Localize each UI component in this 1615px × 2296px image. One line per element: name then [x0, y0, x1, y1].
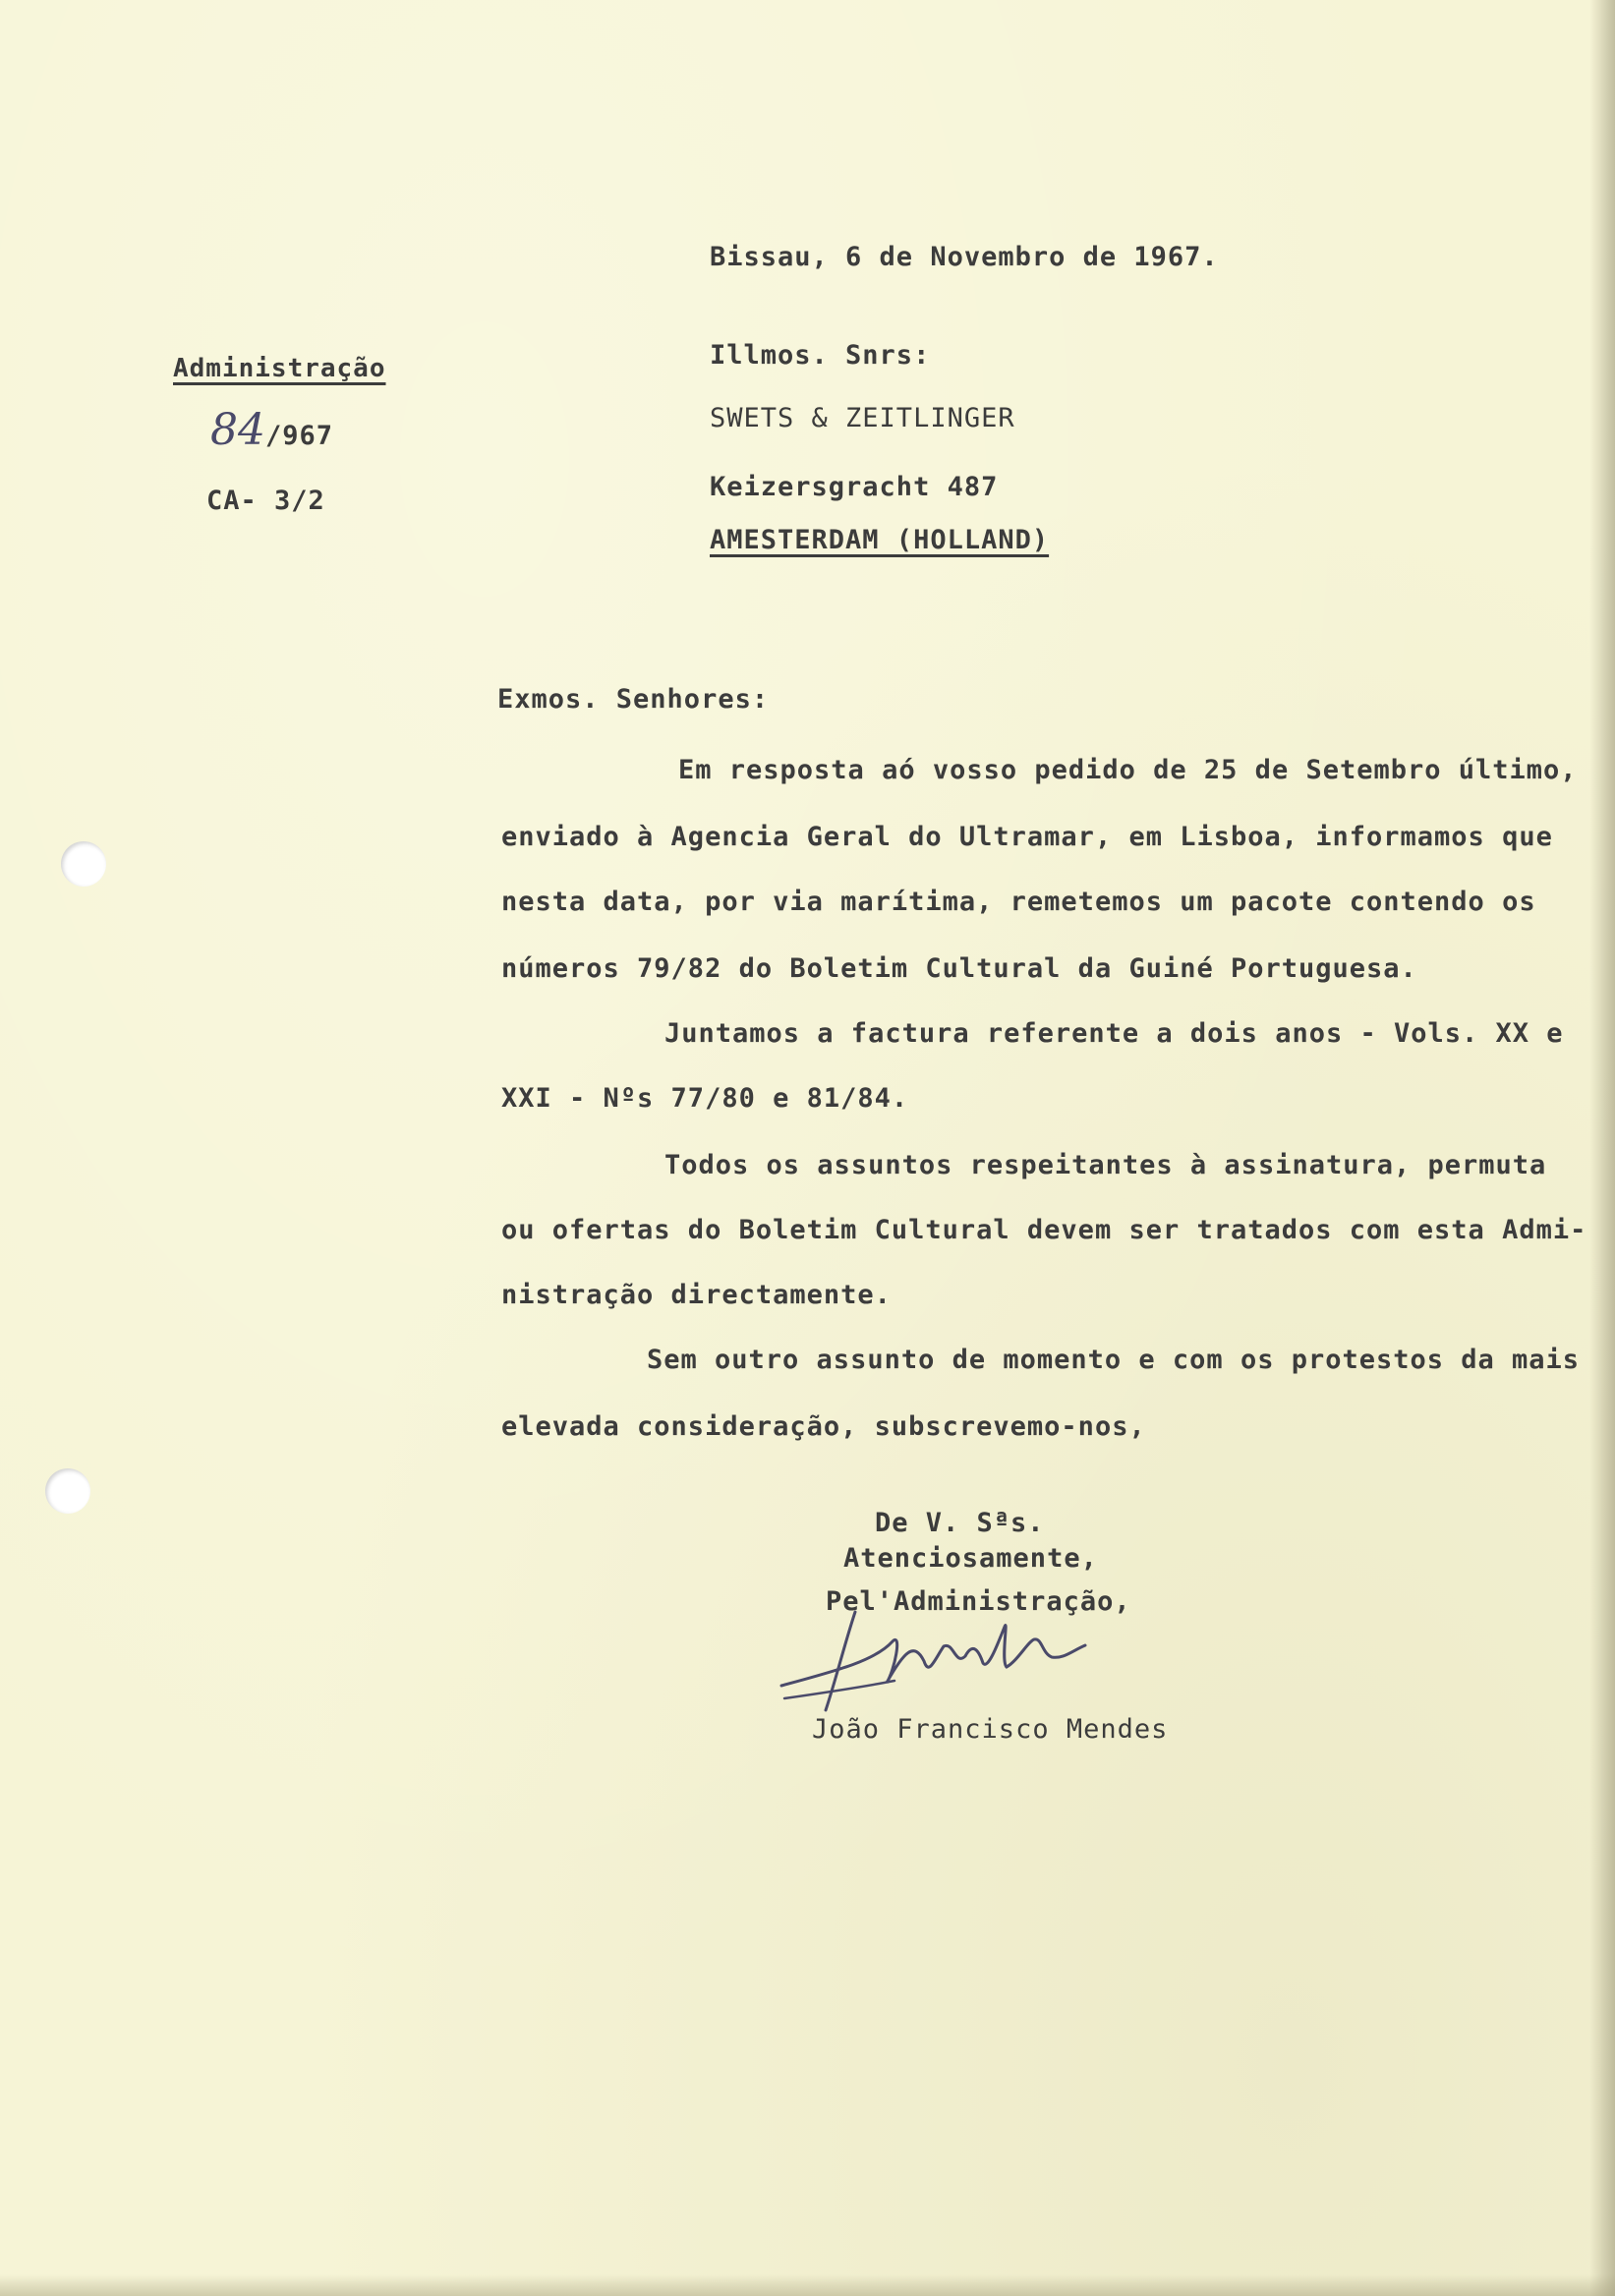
recipient-company: SWETS & ZEITLINGER — [710, 403, 1015, 433]
body-line-9: nistração directamente. — [501, 1280, 892, 1310]
reference-code: CA- 3/2 — [206, 486, 325, 516]
closing-line-1: De V. Sªs. — [875, 1508, 1045, 1538]
signatory-name: João Francisco Mendes — [812, 1714, 1169, 1745]
body-line-6: XXI - Nºs 77/80 e 81/84. — [501, 1083, 909, 1114]
body-line-3: nesta data, por via marítima, remetemos um pacote contendo os — [501, 887, 1536, 917]
body-line-10: Sem outro assunto de momento e com os protestos da mais — [647, 1345, 1581, 1375]
paper-edge-shadow-bottom — [0, 2274, 1615, 2296]
reference-department: Administração — [173, 354, 386, 383]
reference-number — [210, 405, 333, 455]
handwritten-number: 84 — [210, 405, 265, 455]
body-line-7: Todos os assuntos respeitantes à assinatura, permuta — [664, 1150, 1547, 1180]
body-line-8: ou ofertas do Boletim Cultural devem ser tratados com esta Admi- — [501, 1215, 1587, 1245]
body-line-11: elevada consideração, subscrevemo-nos, — [501, 1411, 1146, 1442]
punch-hole-top — [61, 841, 106, 887]
recipient-salutation: Illmos. Snrs: — [710, 340, 931, 371]
handwritten-signature — [777, 1602, 1111, 1720]
greeting: Exmos. Senhores: — [497, 684, 770, 715]
closing-line-3: Pel'Administração, — [826, 1586, 1131, 1617]
punch-hole-bottom — [45, 1468, 90, 1514]
recipient-street: Keizersgracht 487 — [710, 472, 999, 502]
closing-line-2: Atenciosamente, — [843, 1543, 1098, 1574]
recipient-city: AMESTERDAM (HOLLAND) — [710, 525, 1050, 555]
body-line-5: Juntamos a factura referente a dois anos - Vols. XX e — [664, 1018, 1564, 1049]
body-line-1: Em resposta aó vosso pedido de 25 de Setembro último, — [678, 755, 1578, 785]
place-date: Bissau, 6 de Novembro de 1967. — [710, 242, 1219, 272]
printed-year: /967 — [265, 421, 334, 451]
body-line-2: enviado à Agencia Geral do Ultramar, em Lisboa, informamos que — [501, 822, 1553, 852]
paper-edge-shadow-right — [1589, 0, 1615, 2296]
body-line-4: números 79/82 do Boletim Cultural da Guiné Portuguesa. — [501, 953, 1417, 984]
